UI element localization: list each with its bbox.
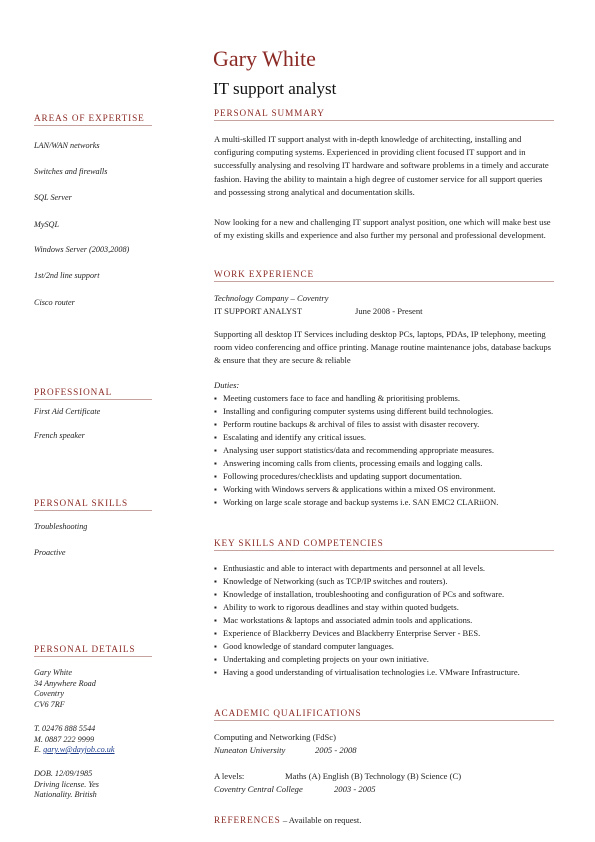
skill-item: ▪ Knowledge of Networking (such as TCP/IP switches and routers). (214, 575, 559, 588)
professional-item: First Aid Certificate (34, 407, 101, 416)
duty-item: ▪ Following procedures/checklists and updating support documentation. (214, 470, 559, 483)
alevels-label: A levels: (214, 771, 245, 781)
contact-name: Gary White (34, 668, 72, 677)
references-heading: REFERENCES (214, 815, 281, 825)
email-label: E. (34, 745, 44, 754)
role-description: Supporting all desktop IT Services including desktop PCs, laptops, PDAs, IP telephony, meeting room video conferencing and office printing. Manage routine maintenance jobs, database backups & ensure that they are secure & reliable (214, 329, 552, 366)
duty-item: ▪ Escalating and identify any critical issues. (214, 431, 559, 444)
contact-mobile: M. 0887 222 9999 (34, 734, 95, 744)
summary-paragraph-1: A multi-skilled IT support analyst with in-depth knowledge of architecting, installing and configuring computing systems. Experienced in providing client focused IT support and in successfully analysing and resolving IT hardware and software problems in a timely and accurate fashion. Having the ability to maintain a high degree of customer service for all support queries and possessing strong analytical and documentation skills. (214, 134, 549, 197)
contact-dob: DOB. 12/09/1985 (34, 769, 93, 778)
academic-heading: ACADEMIC QUALIFICATIONS (214, 708, 362, 718)
role-dates: June 2008 - Present (355, 306, 423, 316)
alevels-grades: Maths (A) English (B) Technology (B) Science (C) (285, 771, 462, 781)
job-title: IT support analyst (213, 79, 337, 98)
duty-item: ▪ Working with Windows servers & applications within a mixed OS environment. (214, 483, 559, 496)
personal-skill-item: Proactive (34, 548, 66, 557)
duty-item: ▪ Answering incoming calls from clients, processing emails and logging calls. (214, 457, 559, 470)
skill-item: ▪ Ability to work to rigorous deadlines and stay within quoted budgets. (214, 601, 559, 614)
academic-divider (214, 720, 554, 721)
professional-heading: PROFESSIONAL (34, 387, 113, 397)
contact-address (34, 668, 194, 710)
contact-email-row (34, 745, 194, 756)
skills-heading: KEY SKILLS AND COMPETENCIES (214, 538, 384, 548)
personal-details-divider (34, 656, 152, 657)
expertise-item: Windows Server (2003,2008) (34, 245, 130, 254)
duties-label: Duties: (214, 380, 240, 390)
skill-item: ▪ Having a good understanding of virtualisation technologies i.e. VMware Infrastructure. (214, 666, 559, 679)
candidate-name: Gary White (213, 46, 316, 71)
skill-item: ▪ Good knowledge of standard computer languages. (214, 640, 559, 653)
expertise-divider (34, 125, 152, 126)
role-title: IT SUPPORT ANALYST (214, 306, 303, 316)
expertise-heading: AREAS OF EXPERTISE (34, 113, 145, 123)
contact-street: 34 Anywhere Road (34, 678, 96, 688)
university-dates: 2005 - 2008 (315, 745, 357, 755)
course-name: Computing and Networking (FdSc) (214, 732, 336, 742)
contact-phones (34, 724, 194, 756)
duty-item: ▪ Analysing user support statistics/data and recommending appropriate measures. (214, 444, 559, 457)
contact-nationality: Nationality. British (34, 790, 97, 799)
company-name: Technology Company – Coventry (214, 293, 329, 303)
experience-heading: WORK EXPERIENCE (214, 269, 315, 279)
expertise-item: Switches and firewalls (34, 167, 108, 176)
expertise-item: LAN/WAN networks (34, 141, 100, 150)
personal-skills-heading: PERSONAL SKILLS (34, 498, 129, 508)
expertise-item: MySQL (34, 220, 60, 229)
duty-item: ▪ Installing and configuring computer systems using different build technologies. (214, 405, 559, 418)
contact-other (34, 769, 194, 801)
personal-skill-item: Troubleshooting (34, 522, 88, 531)
contact-license: Driving license. Yes (34, 779, 99, 789)
personal-details-heading: PERSONAL DETAILS (34, 644, 136, 654)
expertise-item: SQL Server (34, 193, 72, 202)
summary-paragraph-2: Now looking for a new and challenging IT support analyst position, one which will make best use of my existing skills and experience and also further my personal and professional development. (214, 217, 551, 241)
contact-postcode: CV6 7RF (34, 699, 65, 709)
university-name: Nuneaton University (214, 745, 286, 755)
experience-divider (214, 281, 554, 282)
summary-heading: PERSONAL SUMMARY (214, 108, 325, 118)
duty-item: ▪ Meeting customers face to face and handling & prioritising problems. (214, 392, 559, 405)
skills-divider (214, 550, 554, 551)
skill-item: ▪ Undertaking and completing projects on your own initiative. (214, 653, 559, 666)
duty-item: ▪ Working on large scale storage and backup systems i.e. SAN EMC2 CLARiiON. (214, 496, 559, 509)
skill-item: ▪ Enthusiastic and able to interact with departments and personnel at all levels. (214, 562, 559, 575)
expertise-item: Cisco router (34, 298, 75, 307)
summary-divider (214, 120, 554, 121)
duties-list (214, 392, 559, 509)
expertise-item: 1st/2nd line support (34, 271, 100, 280)
skill-item: ▪ Experience of Blackberry Devices and Blackberry Enterprise Server - BES. (214, 627, 559, 640)
skill-item: ▪ Knowledge of installation, troubleshooting and configuration of PCs and software. (214, 588, 559, 601)
duty-item: ▪ Perform routine backups & archival of files to assist with disaster recovery. (214, 418, 559, 431)
contact-city: Coventry (34, 689, 65, 698)
contact-telephone: T. 02476 888 5544 (34, 724, 96, 733)
college-name: Coventry Central College (214, 784, 303, 794)
email-link[interactable]: gary.w@dayjob.co.uk (43, 745, 115, 754)
personal-skills-divider (34, 510, 152, 511)
professional-item: French speaker (34, 431, 85, 440)
references-row (214, 810, 361, 828)
college-dates: 2003 - 2005 (334, 784, 376, 794)
skill-item: ▪ Mac workstations & laptops and associated admin tools and applications. (214, 614, 559, 627)
professional-divider (34, 399, 152, 400)
skills-list (214, 562, 559, 679)
references-text: – Available on request. (280, 815, 362, 825)
